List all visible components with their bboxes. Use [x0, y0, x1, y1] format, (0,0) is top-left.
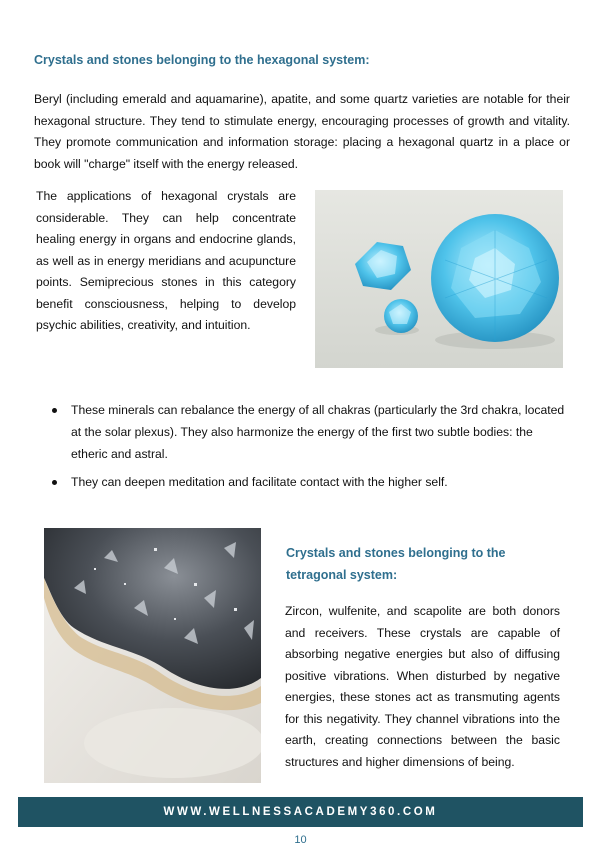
bullet-text: They can deepen meditation and facilitate contact with the higher self.: [71, 475, 448, 489]
hexagonal-bullet-list: [50, 399, 566, 499]
hexagonal-applications-paragraph: The applications of hexagonal crystals are considerable. They can help concentrate healing energy in organs and endocrine glands, as well as in energy meridians and acupuncture points. Semiprecious stones in this category benefit consciousness, helping to develop psychic abilities, creativity, and intuition.: [36, 189, 296, 332]
page-number: 10: [294, 834, 307, 846]
bullet-icon: [52, 480, 57, 485]
list-item: [50, 399, 566, 465]
tetragonal-paragraph: Zircon, wulfenite, and scapolite are both donors and receivers. These crystals are capable of absorbing negative energies but also of diffusing positive vibrations. When disturbed by negative energies, these stones act as transmuting agents for this negativity. They channel vibrations into the earth, creating connections between the basic structures and higher dimensions of being.: [285, 604, 560, 769]
dark-crystal-geode-image: [44, 528, 261, 783]
blue-gemstones-image: [315, 190, 563, 368]
list-item: [50, 471, 566, 493]
tetragonal-heading: Crystals and stones belonging to the tetragonal system:: [286, 546, 506, 582]
hexagonal-heading: Crystals and stones belonging to the hexagonal system:: [34, 53, 370, 67]
bullet-text: These minerals can rebalance the energy of all chakras (particularly the 3rd chakra, located at the solar plexus). They also harmonize the energy of the first two subtle bodies: the etheric and astral.: [71, 403, 565, 461]
footer-band: [18, 797, 583, 827]
footer-website-url: WWW.WELLNESSACADEMY360.COM: [163, 806, 438, 818]
hexagonal-intro-paragraph: Beryl (including emerald and aquamarine), apatite, and some quartz varieties are notable for their hexagonal structure. They tend to stimulate energy, encouraging processes of growth and vitality. They promote communication and information storage: placing a hexagonal quartz in a place or book will "charge" itself with the energy released.: [34, 92, 570, 171]
bullet-icon: [52, 408, 57, 413]
